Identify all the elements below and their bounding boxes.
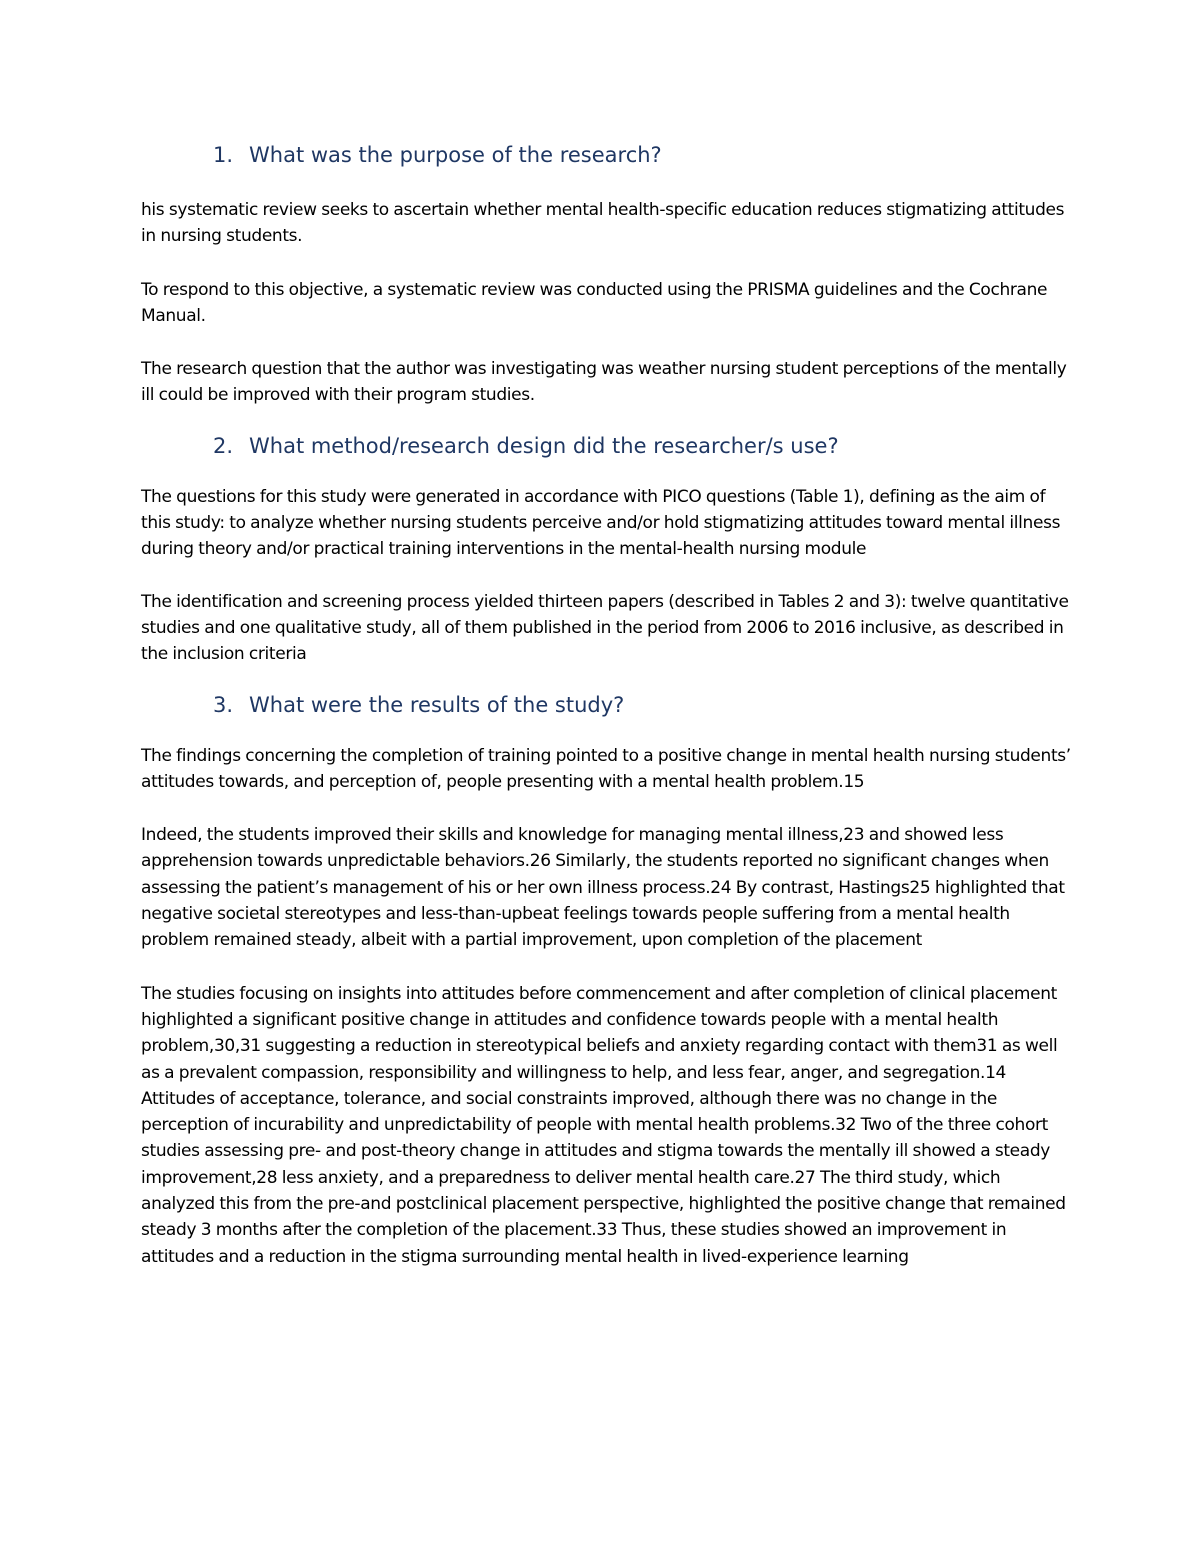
paragraph: To respond to this objective, a systematic review was conducted using the PRISMA guidelines and the Cochrane Manual.: [141, 279, 1048, 326]
paragraph: The findings concerning the completion of training pointed to a positive change in mental health nursing students’ attitudes towards, and perception of, people presenting with a mental health problem.15: [141, 745, 1071, 792]
section-number: 3.: [213, 692, 234, 717]
section-title: What method/research design did the researcher/s use?: [249, 433, 839, 458]
section-title: What was the purpose of the research?: [249, 143, 662, 167]
section-heading-results: [141, 688, 1071, 722]
paragraph: The studies focusing on insights into attitudes before commencement and after completion of clinical placement highlighted a significant positive change in attitudes and confidence towards people with a mental health problem,30,31 suggesting a reduction in stereotypical beliefs and anxiety regarding contact with them31 as well as a prevalent compassion, responsibility and willingness to help, and less fear, anger, and segregation.14 Attitudes of acceptance, tolerance, and social constraints improved, although there was no change in the perception of incurability and unpredictability of people with mental health problems.32 Two of the three cohort studies assessing pre- and post-theory change in attitudes and stigma towards the mentally ill showed a steady improvement,28 less anxiety, and a preparedness to deliver mental health care.27 The third study, which analyzed this from the pre-and postclinical placement perspective, highlighted the positive change that remained steady 3 months after the completion of the placement.33 Thus, these studies showed an improvement in attitudes and a reduction in the stigma surrounding mental health in lived-experience learning: [141, 983, 1066, 1267]
paragraph: The research question that the author was investigating was weather nursing student perceptions of the mentally ill could be improved with their program studies.: [141, 359, 1067, 406]
section-number: 1.: [213, 143, 234, 167]
paragraph: his systematic review seeks to ascertain whether mental health-specific education reduces stigmatizing attitudes in nursing students.: [141, 200, 1065, 247]
paragraph: Indeed, the students improved their skills and knowledge for managing mental illness,23 and showed less apprehension towards unpredictable behaviors.26 Similarly, the students reported no significant changes when assessing the patient’s management of his or her own illness process.24 By contrast, Hastings25 highlighted that negative societal stereotypes and less-than-upbeat feelings towards people suffering from a mental health problem remained steady, albeit with a partial improvement, upon completion of the placement: [141, 825, 1065, 951]
paragraph: The identification and screening process yielded thirteen papers (described in Tables 2 and 3): twelve quantitative studies and one qualitative study, all of them published in the period from 2006 to 2016 inclusive, as described in the inclusion criteria: [141, 591, 1069, 665]
paragraph: The questions for this study were generated in accordance with PICO questions (Table 1), defining as the aim of this study: to analyze whether nursing students perceive and/or hold stigmatizing attitudes toward mental illness during theory and/or practical training interventions in the mental-health nursing module: [141, 486, 1061, 560]
section-title: What were the results of the study?: [249, 692, 625, 717]
section-heading-purpose: [141, 138, 1071, 172]
section-number: 2.: [213, 433, 234, 458]
section-heading-method: [141, 429, 1071, 463]
document-body: [141, 138, 1071, 1270]
